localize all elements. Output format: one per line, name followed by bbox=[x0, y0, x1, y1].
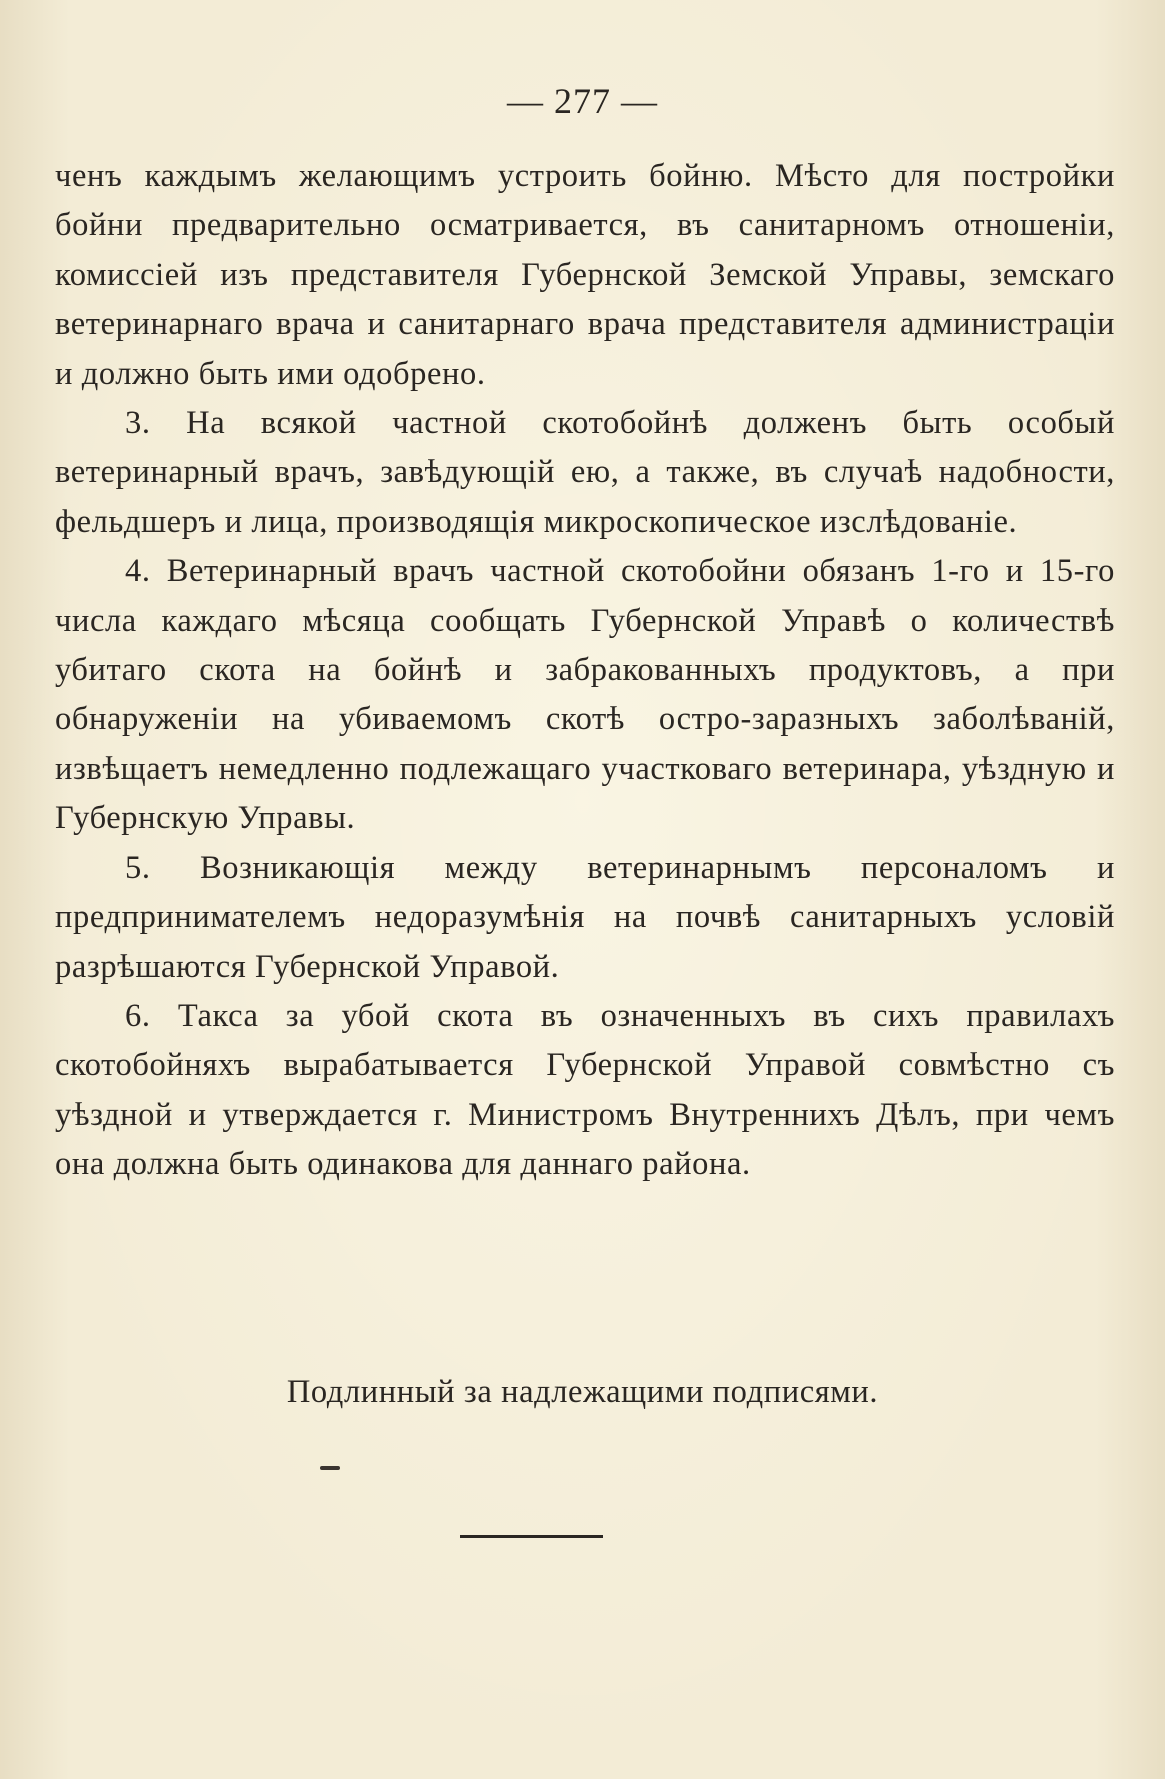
closing-rule bbox=[460, 1535, 603, 1538]
body-text bbox=[55, 152, 1115, 1190]
signature-line: Подлинный за надлежащими подписями. bbox=[286, 1374, 879, 1410]
paragraph-continuation: ченъ каждымъ желающимъ устроить бойню. Мѣсто для постройки бойни предварительно осматривается, въ санитарномъ отношеніи, комиссіей изъ представителя Губернской Земской Управы, земскаго ветеринарнаго врача и санитарнаго врача представителя администраціи и должно быть ими одобрено. bbox=[55, 158, 1115, 392]
paragraph-5: 5. Возникающія между ветеринарнымъ персоналомъ и предпринимателемъ недоразумѣнія на почвѣ санитарныхъ условій разрѣшаются Губернской Управой. bbox=[55, 849, 1115, 985]
paragraph-6: 6. Такса за убой скота въ означенныхъ въ сихъ правилахъ скотобойняхъ вырабатывается Губернской Управой совмѣстно съ уѣздной и утверждается г. Министромъ Внутреннихъ Дѣлъ, при чемъ она должна быть одинакова для даннаго района. bbox=[55, 997, 1115, 1183]
page-number: — 277 — bbox=[507, 81, 658, 121]
paragraph-4: 4. Ветеринарный врачъ частной скотобойни обязанъ 1-го и 15-го числа каждаго мѣсяца сообщать Губернской Управѣ о количествѣ убитаго скота на бойнѣ и забракованныхъ продуктовъ, а при обнаруженіи на убиваемомъ скотѣ остро-заразныхъ заболѣваній, извѣщаетъ немедленно подлежащаго участковаго ветеринара, уѣздную и Губернскую Управы. bbox=[55, 553, 1115, 837]
paragraph-3: 3. На всякой частной скотобойнѣ долженъ быть особый ветеринарный врачъ, завѣдующій ею, а также, въ случаѣ надобности, фельдшеръ и лица, производящія микроскопическое изслѣдованіе. bbox=[55, 405, 1115, 540]
ink-mark bbox=[320, 1466, 340, 1470]
